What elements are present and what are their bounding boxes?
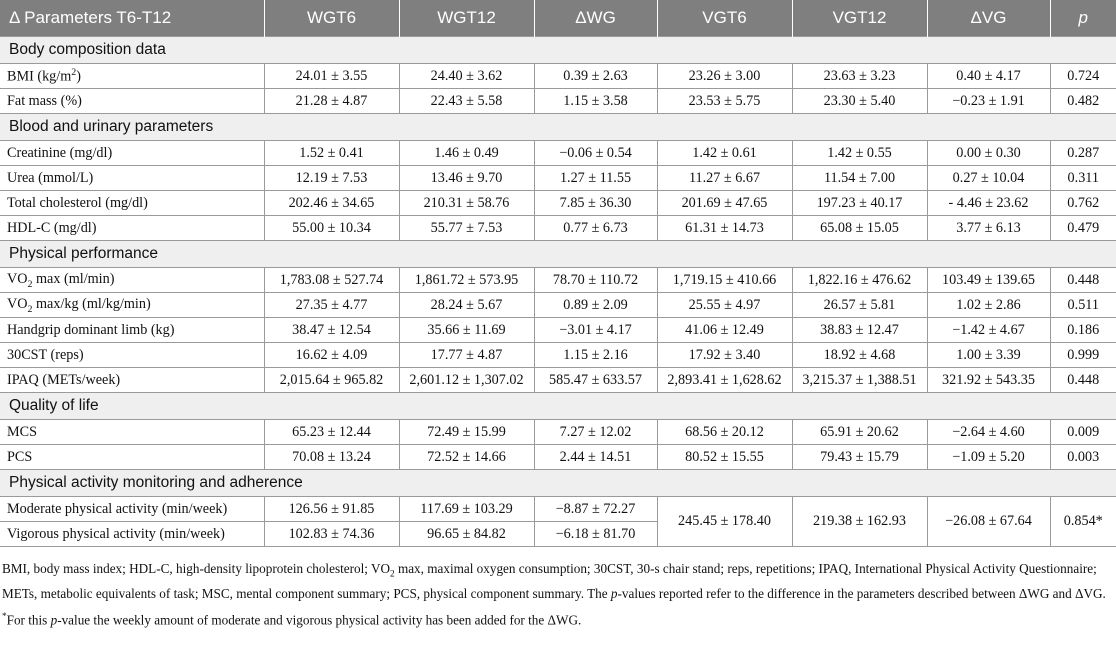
table-cell: 0.479 [1050,216,1116,241]
table-cell: 0.40 ± 4.17 [927,64,1050,89]
table-cell: 23.26 ± 3.00 [657,64,792,89]
table-cell: 7.27 ± 12.02 [534,420,657,445]
section-row [0,37,1116,64]
table-cell: 41.06 ± 12.49 [657,318,792,343]
table-cell: 1.52 ± 0.41 [264,141,399,166]
table-row [0,497,1116,522]
table-cell: 65.08 ± 15.05 [792,216,927,241]
table-cell: 35.66 ± 11.69 [399,318,534,343]
row-label: Urea (mmol/L) [0,166,264,191]
table-cell: 0.311 [1050,166,1116,191]
table-cell: 23.30 ± 5.40 [792,89,927,114]
table-cell: 65.91 ± 20.62 [792,420,927,445]
table-cell: −0.23 ± 1.91 [927,89,1050,114]
row-label: Handgrip dominant limb (kg) [0,318,264,343]
header-wgt6: WGT6 [264,0,399,37]
table-cell: 2,893.41 ± 1,628.62 [657,368,792,393]
table-cell: 17.77 ± 4.87 [399,343,534,368]
table-cell: −6.18 ± 81.70 [534,522,657,547]
table-row [0,268,1116,293]
row-label: BMI $(kg/m^2)$ [0,64,264,89]
table-cell: 0.448 [1050,268,1116,293]
table-cell: 0.009 [1050,420,1116,445]
table-cell: 1.00 ± 3.39 [927,343,1050,368]
table-row [0,64,1116,89]
table-cell: 1.42 ± 0.55 [792,141,927,166]
table-cell: 7.85 ± 36.30 [534,191,657,216]
table-cell: 21.28 ± 4.87 [264,89,399,114]
section-row [0,393,1116,420]
table-row [0,318,1116,343]
table-cell: 0.762 [1050,191,1116,216]
header-vgt6: VGT6 [657,0,792,37]
table-cell: 25.55 ± 4.97 [657,293,792,318]
table-cell: 72.49 ± 15.99 [399,420,534,445]
table-cell: 12.19 ± 7.53 [264,166,399,191]
table-cell: 0.39 ± 2.63 [534,64,657,89]
row-label: PCS [0,445,264,470]
table-cell: 0.482 [1050,89,1116,114]
table-cell: 0.89 ± 2.09 [534,293,657,318]
table-cell: 0.287 [1050,141,1116,166]
table-cell: 585.47 ± 633.57 [534,368,657,393]
table-row [0,216,1116,241]
table-cell: 0.003 [1050,445,1116,470]
table-cell: 23.63 ± 3.23 [792,64,927,89]
table-cell: −1.09 ± 5.20 [927,445,1050,470]
table-cell: 61.31 ± 14.73 [657,216,792,241]
header-delta-vg: ΔVG [927,0,1050,37]
table-cell: 38.83 ± 12.47 [792,318,927,343]
table-cell: 103.49 ± 139.65 [927,268,1050,293]
table-row [0,141,1116,166]
table-cell: 1.46 ± 0.49 [399,141,534,166]
table-cell: 3,215.37 ± 1,388.51 [792,368,927,393]
table-cell: 0.00 ± 0.30 [927,141,1050,166]
table-cell: 38.47 ± 12.54 [264,318,399,343]
table-row [0,89,1116,114]
table-cell: 1.15 ± 2.16 [534,343,657,368]
section-title: Body composition data [0,37,1116,64]
table-cell: 1.15 ± 3.58 [534,89,657,114]
table-cell: 26.57 ± 5.81 [792,293,927,318]
table-cell: 219.38 ± 162.93 [792,497,927,547]
header-parameters: Δ Parameters T6-T12 [0,0,264,37]
section-row [0,241,1116,268]
table-cell: 80.52 ± 15.55 [657,445,792,470]
table-cell: 0.511 [1050,293,1116,318]
table-row [0,368,1116,393]
table-row [0,166,1116,191]
section-row [0,114,1116,141]
table-footnote-asterisk: *For this p-value the weekly amount of moderate and vigorous physical activity has been added for the ΔWG. [2,610,582,628]
table-cell: 0.854* [1050,497,1116,547]
row-label: Vigorous physical activity (min/week) [0,522,264,547]
header-vgt12: VGT12 [792,0,927,37]
table-cell: 27.35 ± 4.77 [264,293,399,318]
table-cell: 17.92 ± 3.40 [657,343,792,368]
table-cell: −1.42 ± 4.67 [927,318,1050,343]
table-cell: 0.724 [1050,64,1116,89]
table-cell: 55.00 ± 10.34 [264,216,399,241]
table-cell: 68.56 ± 20.12 [657,420,792,445]
table-cell: 1,822.16 ± 476.62 [792,268,927,293]
table-cell: 1.27 ± 11.55 [534,166,657,191]
header-wgt12: WGT12 [399,0,534,37]
row-label: $VO_2$ max (ml/min) [0,268,264,293]
header-row [0,0,1116,37]
table-cell: 70.08 ± 13.24 [264,445,399,470]
table-cell: 79.43 ± 15.79 [792,445,927,470]
table-cell: 72.52 ± 14.66 [399,445,534,470]
table-cell: 11.27 ± 6.67 [657,166,792,191]
table-cell: 0.27 ± 10.04 [927,166,1050,191]
table-cell: 102.83 ± 74.36 [264,522,399,547]
table-cell: 24.01 ± 3.55 [264,64,399,89]
table-cell: 126.56 ± 91.85 [264,497,399,522]
table-cell: 78.70 ± 110.72 [534,268,657,293]
table-cell: 197.23 ± 40.17 [792,191,927,216]
table-cell: 0.999 [1050,343,1116,368]
row-label: Moderate physical activity (min/week) [0,497,264,522]
table-cell: - 4.46 ± 23.62 [927,191,1050,216]
header-p-value: p [1050,0,1116,37]
row-label: HDL-C (mg/dl) [0,216,264,241]
table-cell: 210.31 ± 58.76 [399,191,534,216]
row-label: MCS [0,420,264,445]
table-cell: 28.24 ± 5.67 [399,293,534,318]
table-cell: 24.40 ± 3.62 [399,64,534,89]
table-row [0,445,1116,470]
section-row [0,470,1116,497]
table-cell: −26.08 ± 67.64 [927,497,1050,547]
section-title: Quality of life [0,393,1116,420]
table-cell: 2,015.64 ± 965.82 [264,368,399,393]
table-cell: 2,601.12 ± 1,307.02 [399,368,534,393]
table-cell: 3.77 ± 6.13 [927,216,1050,241]
row-label: 30CST (reps) [0,343,264,368]
header-delta-wg: ΔWG [534,0,657,37]
section-title: Physical performance [0,241,1116,268]
table-cell: 18.92 ± 4.68 [792,343,927,368]
table-cell: −8.87 ± 72.27 [534,497,657,522]
table-row [0,293,1116,318]
table-cell: 201.69 ± 47.65 [657,191,792,216]
table-cell: −2.64 ± 4.60 [927,420,1050,445]
table-cell: 65.23 ± 12.44 [264,420,399,445]
table-cell: 0.77 ± 6.73 [534,216,657,241]
table-cell: 13.46 ± 9.70 [399,166,534,191]
table-cell: 2.44 ± 14.51 [534,445,657,470]
row-label: IPAQ (METs/week) [0,368,264,393]
table-cell: 117.69 ± 103.29 [399,497,534,522]
table-footnote: BMI, body mass index; HDL-C, high-density lipoprotein cholesterol; $VO_2$ max, maximal oxygen consumption; 30CST, 30-s chair stand; reps, repetitions; IPAQ, International Physical Activity Questionnaire; METs, metabolic equivalents of task; MSC, mental component summary; PCS, physical component summary. The p-values reported refer to the difference in the parameters described between ΔWG and ΔVG. [2,561,1106,601]
table-row [0,343,1116,368]
table-cell: 22.43 ± 5.58 [399,89,534,114]
table-cell: 11.54 ± 7.00 [792,166,927,191]
table-cell: −3.01 ± 4.17 [534,318,657,343]
table-row [0,191,1116,216]
table-cell: 1,783.08 ± 527.74 [264,268,399,293]
table-cell: −0.06 ± 0.54 [534,141,657,166]
table-cell: 1,861.72 ± 573.95 [399,268,534,293]
table-cell: 1.02 ± 2.86 [927,293,1050,318]
table-cell: 321.92 ± 543.35 [927,368,1050,393]
row-label: Fat mass (%) [0,89,264,114]
row-label: Creatinine (mg/dl) [0,141,264,166]
row-label: $VO_2$ max/kg (ml/kg/min) [0,293,264,318]
table-cell: 245.45 ± 178.40 [657,497,792,547]
table-cell: 23.53 ± 5.75 [657,89,792,114]
table-row [0,420,1116,445]
table-cell: 0.186 [1050,318,1116,343]
table-cell: 0.448 [1050,368,1116,393]
table-cell: 16.62 ± 4.09 [264,343,399,368]
table-cell: 55.77 ± 7.53 [399,216,534,241]
row-label: Total cholesterol (mg/dl) [0,191,264,216]
table-cell: 202.46 ± 34.65 [264,191,399,216]
section-title: Physical activity monitoring and adherence [0,470,1116,497]
table-cell: 96.65 ± 84.82 [399,522,534,547]
table-cell: 1,719.15 ± 410.66 [657,268,792,293]
table-cell: 1.42 ± 0.61 [657,141,792,166]
section-title: Blood and urinary parameters [0,114,1116,141]
